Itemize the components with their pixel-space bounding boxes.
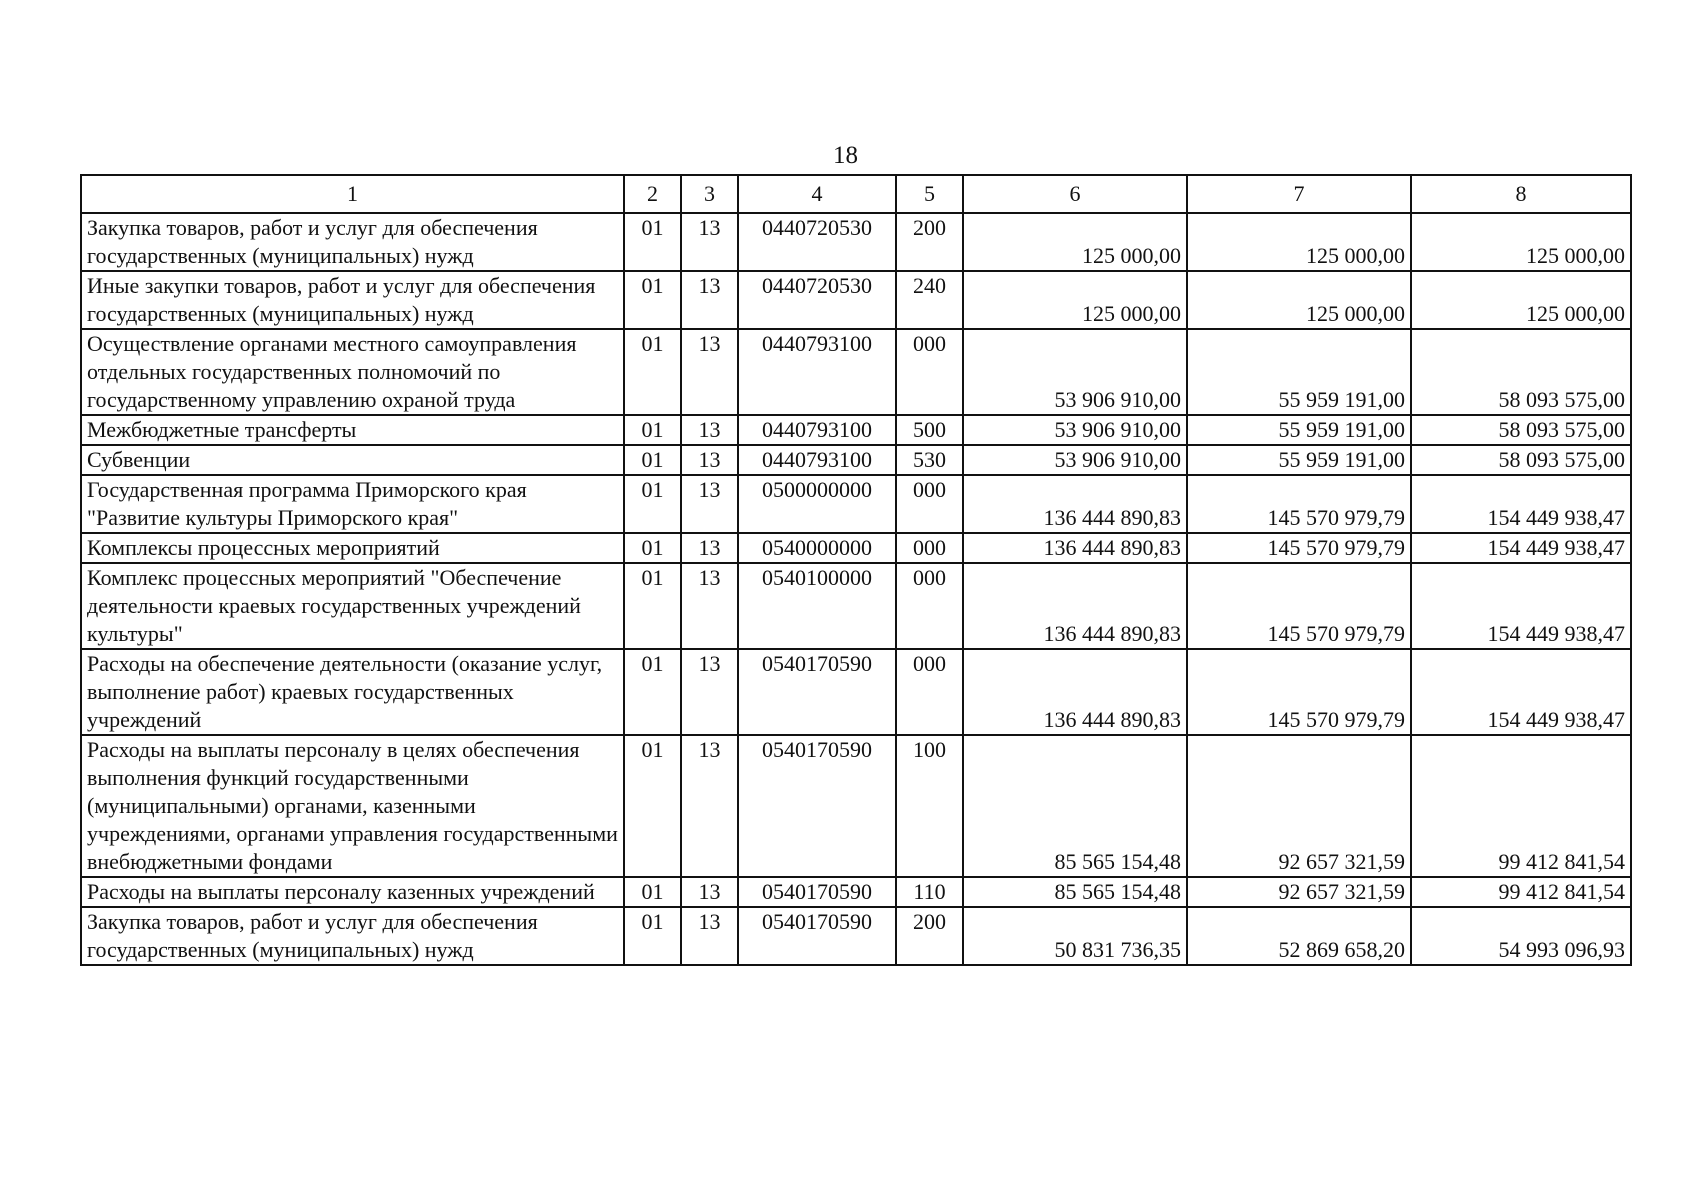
table-row: [81, 329, 1631, 415]
expense-type-code: 000: [896, 329, 963, 415]
expense-type-code: 530: [896, 445, 963, 475]
target-article-code: 0440793100: [738, 329, 896, 415]
row-name: Расходы на выплаты персоналу в целях обеспечения выполнения функций государственными (муниципальными) органами, казенными учреждениями, органами управления государственными внебюджетными фондами: [81, 735, 624, 877]
target-article-code: 0540170590: [738, 907, 896, 965]
subsection-code: 13: [681, 649, 738, 735]
table-row: [81, 649, 1631, 735]
amount-col-8: 58 093 575,00: [1411, 329, 1631, 415]
section-code: 01: [624, 475, 681, 533]
amount-col-6: 136 444 890,83: [963, 533, 1187, 563]
amount-col-6: 50 831 736,35: [963, 907, 1187, 965]
target-article-code: 0540170590: [738, 877, 896, 907]
section-code: 01: [624, 329, 681, 415]
section-code: 01: [624, 563, 681, 649]
budget-table: [80, 174, 1632, 966]
row-name: Межбюджетные трансферты: [81, 415, 624, 445]
amount-col-7: 145 570 979,79: [1187, 563, 1411, 649]
amount-col-8: 154 449 938,47: [1411, 563, 1631, 649]
expense-type-code: 000: [896, 563, 963, 649]
row-name: Комплекс процессных мероприятий "Обеспечение деятельности краевых государственных учреждений культуры": [81, 563, 624, 649]
subsection-code: 13: [681, 445, 738, 475]
col-header-4: 4: [738, 175, 896, 213]
amount-col-8: 125 000,00: [1411, 213, 1631, 271]
row-name: Осуществление органами местного самоуправления отдельных государственных полномочий по государственному управлению охраной труда: [81, 329, 624, 415]
expense-type-code: 200: [896, 907, 963, 965]
table-row: [81, 563, 1631, 649]
subsection-code: 13: [681, 213, 738, 271]
subsection-code: 13: [681, 735, 738, 877]
target-article-code: 0500000000: [738, 475, 896, 533]
subsection-code: 13: [681, 475, 738, 533]
target-article-code: 0540000000: [738, 533, 896, 563]
row-name: Иные закупки товаров, работ и услуг для обеспечения государственных (муниципальных) нужд: [81, 271, 624, 329]
amount-col-8: 154 449 938,47: [1411, 475, 1631, 533]
row-name: Расходы на обеспечение деятельности (оказание услуг, выполнение работ) краевых государственных учреждений: [81, 649, 624, 735]
amount-col-7: 125 000,00: [1187, 271, 1411, 329]
section-code: 01: [624, 649, 681, 735]
amount-col-6: 85 565 154,48: [963, 735, 1187, 877]
col-header-6: 6: [963, 175, 1187, 213]
subsection-code: 13: [681, 877, 738, 907]
expense-type-code: 200: [896, 213, 963, 271]
expense-type-code: 000: [896, 475, 963, 533]
amount-col-8: 154 449 938,47: [1411, 533, 1631, 563]
section-code: 01: [624, 445, 681, 475]
page-number: 18: [833, 142, 858, 169]
section-code: 01: [624, 533, 681, 563]
target-article-code: 0540170590: [738, 649, 896, 735]
target-article-code: 0440793100: [738, 445, 896, 475]
amount-col-6: 136 444 890,83: [963, 649, 1187, 735]
amount-col-7: 92 657 321,59: [1187, 877, 1411, 907]
col-header-7: 7: [1187, 175, 1411, 213]
amount-col-8: 58 093 575,00: [1411, 415, 1631, 445]
table-row: [81, 533, 1631, 563]
amount-col-8: 99 412 841,54: [1411, 735, 1631, 877]
amount-col-8: 125 000,00: [1411, 271, 1631, 329]
table-row: [81, 445, 1631, 475]
amount-col-6: 136 444 890,83: [963, 563, 1187, 649]
expense-type-code: 110: [896, 877, 963, 907]
section-code: 01: [624, 271, 681, 329]
table-row: [81, 415, 1631, 445]
expense-type-code: 100: [896, 735, 963, 877]
col-header-5: 5: [896, 175, 963, 213]
amount-col-7: 92 657 321,59: [1187, 735, 1411, 877]
section-code: 01: [624, 415, 681, 445]
target-article-code: 0440720530: [738, 213, 896, 271]
amount-col-7: 55 959 191,00: [1187, 445, 1411, 475]
amount-col-7: 125 000,00: [1187, 213, 1411, 271]
table-row: [81, 271, 1631, 329]
section-code: 01: [624, 735, 681, 877]
expense-type-code: 000: [896, 533, 963, 563]
amount-col-8: 58 093 575,00: [1411, 445, 1631, 475]
col-header-2: 2: [624, 175, 681, 213]
section-code: 01: [624, 907, 681, 965]
col-header-1: 1: [81, 175, 624, 213]
col-header-3: 3: [681, 175, 738, 213]
amount-col-8: 154 449 938,47: [1411, 649, 1631, 735]
row-name: Субвенции: [81, 445, 624, 475]
row-name: Закупка товаров, работ и услуг для обеспечения государственных (муниципальных) нужд: [81, 213, 624, 271]
row-name: Расходы на выплаты персоналу казенных учреждений: [81, 877, 624, 907]
expense-type-code: 240: [896, 271, 963, 329]
table-row: [81, 877, 1631, 907]
amount-col-8: 99 412 841,54: [1411, 877, 1631, 907]
col-header-8: 8: [1411, 175, 1631, 213]
amount-col-7: 55 959 191,00: [1187, 415, 1411, 445]
subsection-code: 13: [681, 329, 738, 415]
amount-col-7: 52 869 658,20: [1187, 907, 1411, 965]
table-row: [81, 475, 1631, 533]
subsection-code: 13: [681, 907, 738, 965]
target-article-code: 0540170590: [738, 735, 896, 877]
amount-col-6: 53 906 910,00: [963, 445, 1187, 475]
expense-type-code: 500: [896, 415, 963, 445]
subsection-code: 13: [681, 533, 738, 563]
amount-col-7: 145 570 979,79: [1187, 649, 1411, 735]
table-row: [81, 907, 1631, 965]
subsection-code: 13: [681, 271, 738, 329]
amount-col-6: 136 444 890,83: [963, 475, 1187, 533]
amount-col-8: 54 993 096,93: [1411, 907, 1631, 965]
row-name: Закупка товаров, работ и услуг для обеспечения государственных (муниципальных) нужд: [81, 907, 624, 965]
amount-col-6: 125 000,00: [963, 271, 1187, 329]
row-name: Государственная программа Приморского края "Развитие культуры Приморского края": [81, 475, 624, 533]
amount-col-6: 53 906 910,00: [963, 415, 1187, 445]
section-code: 01: [624, 877, 681, 907]
target-article-code: 0540100000: [738, 563, 896, 649]
section-code: 01: [624, 213, 681, 271]
target-article-code: 0440793100: [738, 415, 896, 445]
expense-type-code: 000: [896, 649, 963, 735]
amount-col-6: 125 000,00: [963, 213, 1187, 271]
header-row: [81, 175, 1631, 213]
subsection-code: 13: [681, 415, 738, 445]
amount-col-7: 55 959 191,00: [1187, 329, 1411, 415]
amount-col-6: 85 565 154,48: [963, 877, 1187, 907]
amount-col-7: 145 570 979,79: [1187, 475, 1411, 533]
table-row: [81, 213, 1631, 271]
target-article-code: 0440720530: [738, 271, 896, 329]
row-name: Комплексы процессных мероприятий: [81, 533, 624, 563]
amount-col-6: 53 906 910,00: [963, 329, 1187, 415]
subsection-code: 13: [681, 563, 738, 649]
table-row: [81, 735, 1631, 877]
amount-col-7: 145 570 979,79: [1187, 533, 1411, 563]
